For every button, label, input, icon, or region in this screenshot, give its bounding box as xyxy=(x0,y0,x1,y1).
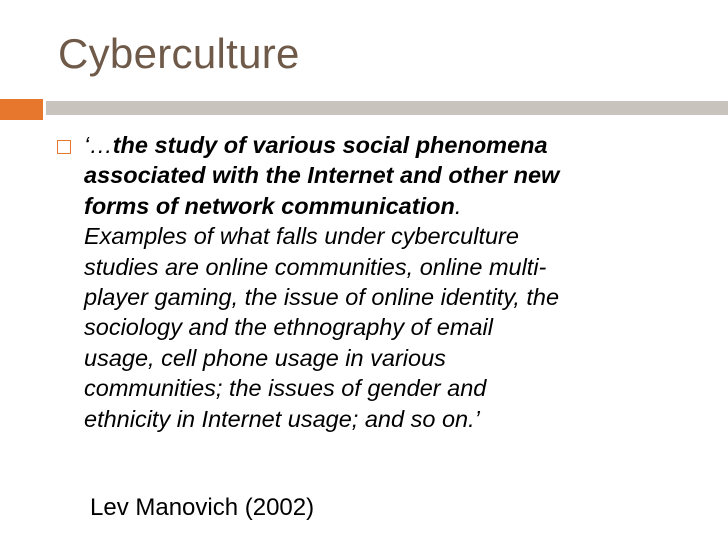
title-accent-square xyxy=(0,99,43,120)
quote-line xyxy=(84,191,724,221)
quote-italic-line: communities; the issues of gender and xyxy=(84,375,487,402)
quote-italic-line: player gaming, the issue of online identity, the xyxy=(84,284,560,311)
quote-open-mark: ‘… xyxy=(84,132,113,158)
quote-italic-line: sociology and the ethnography of email xyxy=(84,314,493,341)
quote-italic-line: studies are online communities, online multi- xyxy=(84,253,547,280)
quote-italic-line: usage, cell phone usage in various xyxy=(84,344,446,371)
quote-bold-line: the study of various social phenomena xyxy=(112,132,548,158)
title-divider-bar xyxy=(46,101,728,115)
quote-italic-line: Examples of what falls under cyberculture xyxy=(84,223,519,250)
quote-period: . xyxy=(454,192,462,219)
slide-title: Cyberculture xyxy=(58,30,300,77)
hollow-square-bullet-icon xyxy=(57,140,71,154)
quote-line xyxy=(84,130,724,160)
quote-bold-line: associated with the Internet and other new xyxy=(84,162,560,189)
quote-attribution: Lev Manovich (2002) xyxy=(90,494,315,521)
quote-text xyxy=(84,130,724,434)
quote-bold-line: forms of network communication xyxy=(84,192,455,219)
quote-italic-line: ethnicity in Internet usage; and so on.’ xyxy=(84,405,480,432)
